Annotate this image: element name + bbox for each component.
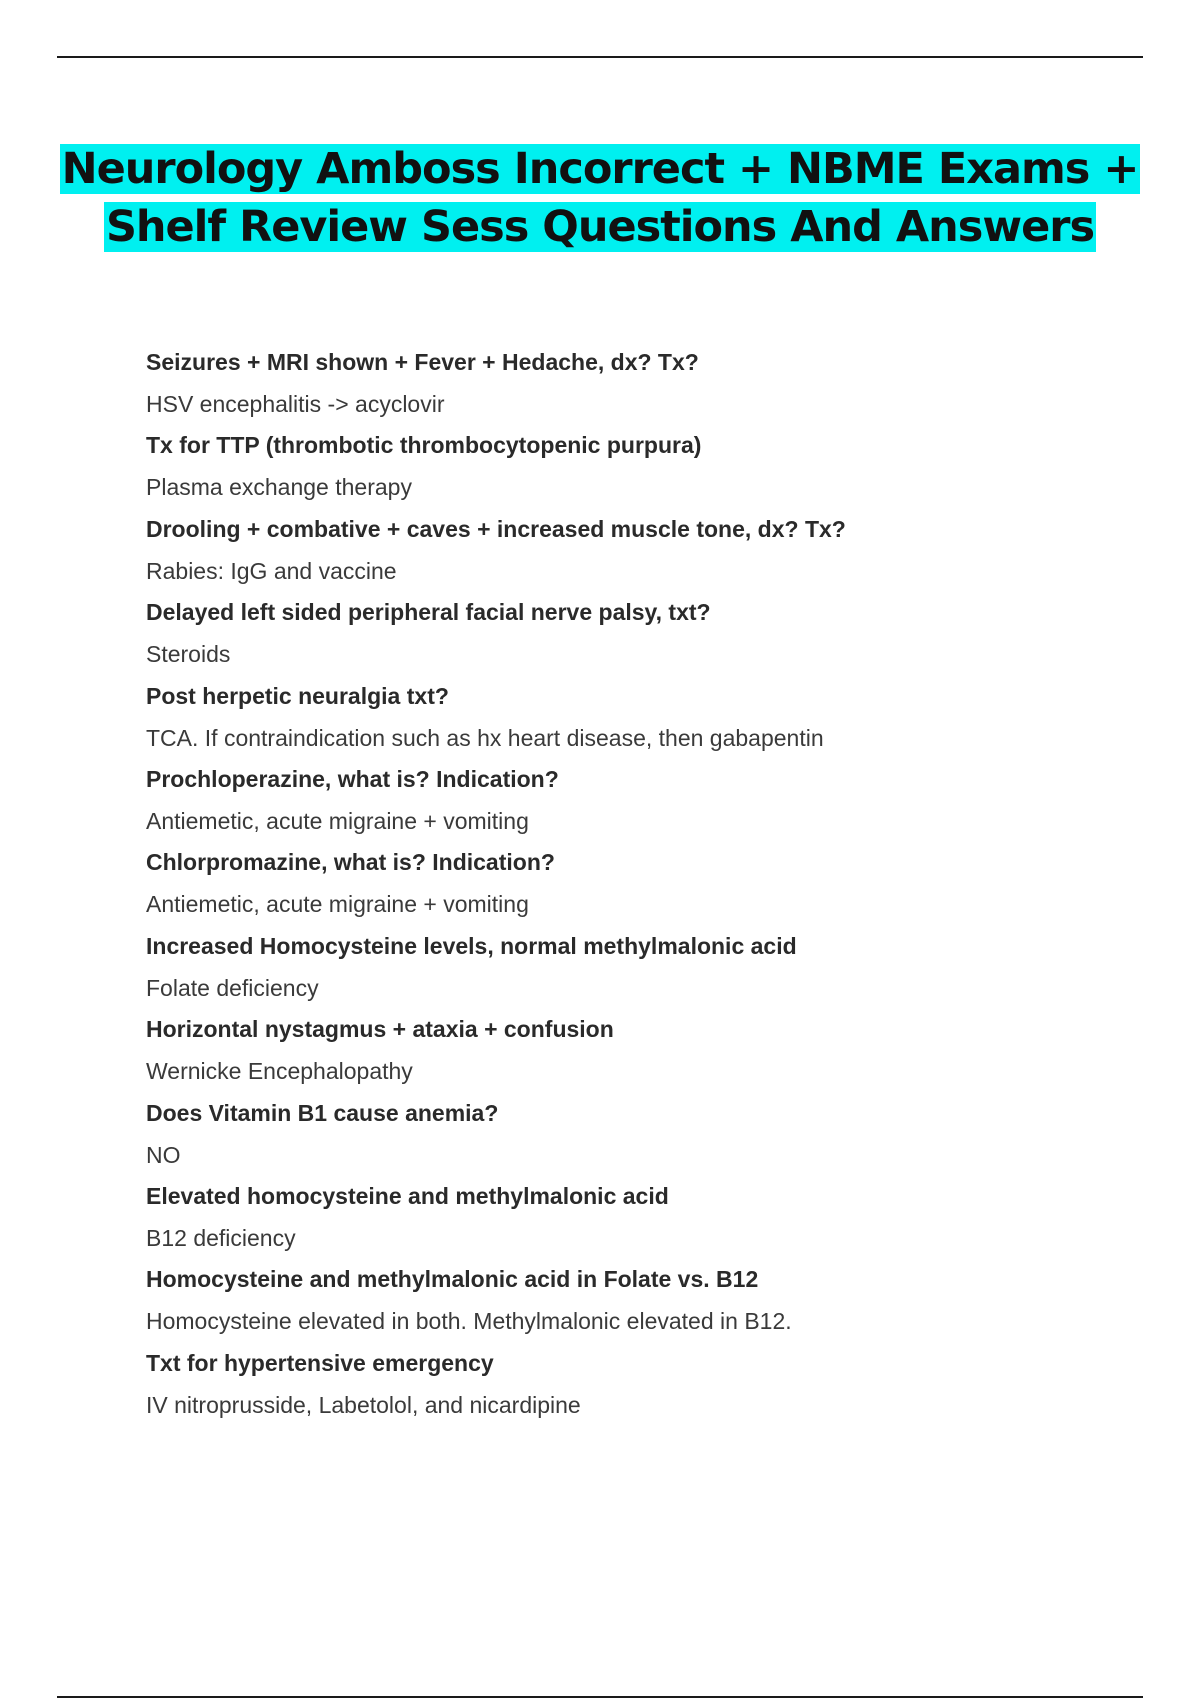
answer: Antiemetic, acute migraine + vomiting (146, 891, 529, 918)
title-line-1: Neurology Amboss Incorrect + NBME Exams + (61, 144, 1139, 194)
qa-item (146, 675, 1146, 758)
question: Prochloperazine, what is? Indication? (146, 765, 559, 792)
question: Tx for TTP (thrombotic thrombocytopenic purpura) (146, 432, 702, 459)
qa-item (146, 508, 1146, 591)
title-line-2: Shelf Review Sess Questions And Answers (105, 202, 1095, 252)
question: Elevated homocysteine and methylmalonic acid (146, 1182, 669, 1209)
header-rule (57, 56, 1143, 58)
answer: Wernicke Encephalopathy (146, 1058, 413, 1085)
answer: Antiemetic, acute migraine + vomiting (146, 807, 529, 834)
answer: Rabies: IgG and vaccine (146, 557, 397, 584)
qa-item (146, 424, 1146, 507)
qa-item (146, 1008, 1146, 1091)
qa-item (146, 1175, 1146, 1258)
question: Seizures + MRI shown + Fever + Hedache, dx? Tx? (146, 349, 699, 375)
qa-item (146, 591, 1146, 674)
answer: Folate deficiency (146, 974, 319, 1001)
question: Drooling + combative + caves + increased muscle tone, dx? Tx? (146, 515, 846, 542)
question: Does Vitamin B1 cause anemia? (146, 1099, 499, 1126)
question: Post herpetic neuralgia txt? (146, 682, 449, 709)
qa-item (146, 925, 1146, 1008)
qa-item (146, 1092, 1146, 1175)
answer: IV nitroprusside, Labetolol, and nicardipine (146, 1391, 581, 1418)
qa-item (146, 758, 1146, 841)
document-title (0, 140, 1200, 256)
qa-list (146, 341, 1146, 1425)
question: Delayed left sided peripheral facial nerve palsy, txt? (146, 599, 711, 626)
answer: NO (146, 1141, 181, 1168)
qa-item (146, 1342, 1146, 1425)
question: Chlorpromazine, what is? Indication? (146, 849, 555, 876)
answer: B12 deficiency (146, 1224, 296, 1251)
question: Increased Homocysteine levels, normal methylmalonic acid (146, 932, 797, 959)
answer: Plasma exchange therapy (146, 474, 412, 501)
answer: Steroids (146, 641, 231, 668)
question: Horizontal nystagmus + ataxia + confusion (146, 1016, 614, 1043)
qa-item (146, 841, 1146, 924)
qa-item (146, 341, 1146, 424)
question: Txt for hypertensive emergency (146, 1349, 494, 1376)
answer: Homocysteine elevated in both. Methylmalonic elevated in B12. (146, 1308, 792, 1335)
question: Homocysteine and methylmalonic acid in Folate vs. B12 (146, 1266, 759, 1293)
answer: HSV encephalitis -> acyclovir (146, 391, 445, 417)
answer: TCA. If contraindication such as hx heart disease, then gabapentin (146, 724, 824, 751)
footer-rule (57, 1696, 1143, 1698)
qa-item (146, 1258, 1146, 1341)
